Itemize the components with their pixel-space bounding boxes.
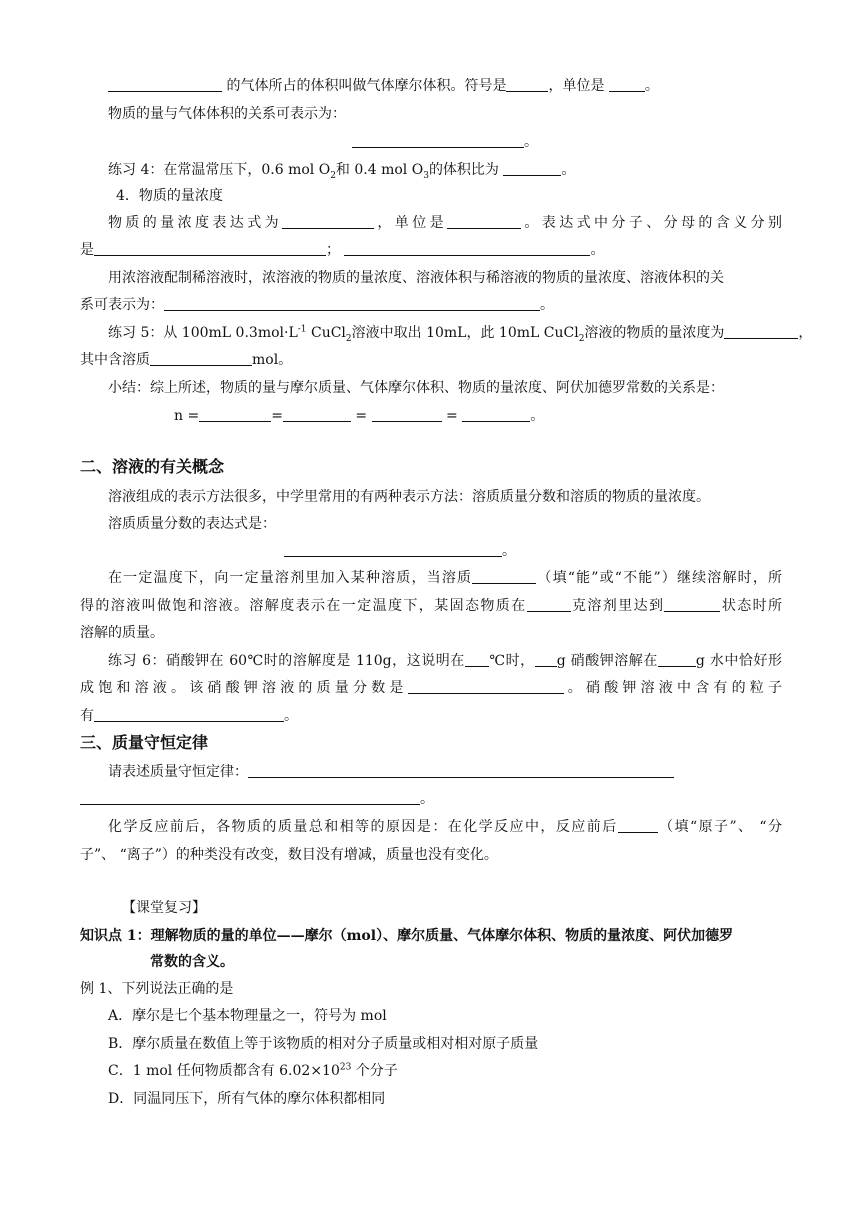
blank-mass-fraction[interactable] [408,679,564,694]
mass-fraction-formula-line: 。 [284,541,524,561]
conservation-law-line-2: 。 [80,789,782,809]
blank-solute-amount[interactable] [150,351,252,366]
blank-cucl2-concentration[interactable] [724,324,798,339]
heading-molar-concentration: 4．物质的量浓度 [116,188,223,204]
blank-n-1[interactable] [199,407,271,422]
exercise-6-line-3: 有 。 [80,708,298,724]
gas-volume-relation-line: 物质的量与气体体积的关系可表示为： [108,106,346,122]
blank-gas-volume-formula[interactable] [352,133,524,148]
blank-conservation-law-2[interactable] [80,790,420,805]
blank-concentration-expression[interactable] [282,214,374,229]
molar-volume-definition-line: 的气体所占的体积叫做气体摩尔体积。符号是 ，单位是 。 [108,76,782,96]
blank-kno3-mass[interactable] [535,652,557,667]
conservation-reason-line-2: 子”、 “离子”）的种类没有改变，数目没有增减，质量也没有变化。 [80,847,498,863]
blank-temperature[interactable] [465,652,489,667]
saturated-solution-line-1: 在一定温度下，向一定量溶剂里加入某种溶质，当溶质 （填“能”或“不能”）继续溶解时，所 [108,570,783,586]
conservation-reason-line-1: 化学反应前后，各物质的质量总和相等的原因是：在化学反应中，反应前后 （填“原子”、 “分 [108,819,782,835]
summary-line: 小结：综上所述，物质的量与摩尔质量、气体摩尔体积、物质的量浓度、阿伏加德罗常数的关系是： [108,380,724,396]
blank-condition[interactable] [108,77,222,92]
section-2-title: 二、溶液的有关概念 [80,457,225,476]
exercise-5: 练习 5：从 100mL $0.3mol\cdot L^{-1}$ CuCl$_2$溶液中取出 10mL，此 10mL CuCl$_2$溶液的物质的量浓度为 ， [108,324,813,344]
blank-symbol[interactable] [506,77,548,92]
blank-numerator-meaning[interactable] [94,241,326,256]
blank-unit[interactable] [609,77,645,92]
solution-composition-line: 溶液组成的表示方法很多，中学里常用的有两种表示方法：溶质质量分数和溶质的物质的量浓度。 [108,489,710,505]
section-3-title: 三、质量守恒定律 [80,733,209,752]
blank-water-mass[interactable] [658,652,696,667]
saturated-solution-line-3: 溶解的质量。 [80,625,164,641]
exercise-4: 练习 4：在常温常压下，0.6 mol $O_2$和 0.4 mol $O_3$的体积比为 。 [108,162,576,181]
concentration-expression-line: 物质的量浓度表达式为 ，单位是 。表达式中分子、分母的含义分别 [108,215,782,231]
blank-conservation-law-1[interactable] [248,763,674,778]
blank-particles[interactable] [94,707,284,722]
exercise-5-solute-line: 其中含溶质 mol。 [80,352,293,368]
dilution-text-line: 用浓溶液配制稀溶液时，浓溶液的物质的量浓度、溶液体积与稀溶液的物质的量浓度、溶液体积的关 [108,270,724,286]
option-b[interactable]: B．摩尔质量在数值上等于该物质的相对分子质量或相对相对原子质量 [108,1036,539,1052]
exercise-6: 练习 6：硝酸钾在 60℃时的溶解度是 110g，这说明在 ℃时， g 硝酸钾溶解在 g 水中恰好形 [108,653,782,669]
knowledge-point-1: 知识点 1：理解物质的量的单位——摩尔（mol）、摩尔质量、气体摩尔体积、物质的量浓度、阿伏加德罗 [80,928,734,944]
blank-solvent-grams[interactable] [527,597,571,612]
blank-n-3[interactable] [372,407,442,422]
review-title: 【课堂复习】 [122,900,206,916]
option-c[interactable]: C．1 mol 任何物质都含有 $6.02\times 10^{23}$ 个分子 [108,1062,398,1079]
gas-volume-formula-line: 。 [352,132,572,152]
example-1-question: 例 1、下列说法正确的是 [80,981,234,997]
blank-n-4[interactable] [462,407,530,422]
summary-formula-line: n = = = = 。 [174,408,545,424]
blank-n-2[interactable] [283,407,351,422]
blank-can-or-cannot[interactable] [472,569,536,584]
knowledge-point-1-cont: 常数的含义。 [150,954,234,970]
blank-denominator-meaning[interactable] [344,241,590,256]
blank-state[interactable] [664,597,720,612]
blank-volume-ratio[interactable] [503,161,561,176]
exercise-6-line-2: 成饱和溶液。该硝酸钾溶液的质量分数是 。硝酸钾溶液中含有的粒子 [80,680,783,696]
blank-concentration-unit[interactable] [447,214,521,229]
dilution-relation-line: 系可表示为： 。 [80,297,554,313]
blank-mass-fraction-formula[interactable] [284,542,502,557]
blank-particle-type[interactable] [618,818,658,833]
saturated-solution-line-2: 得的溶液叫做饱和溶液。溶解度表示在一定温度下，某固态物质在 克溶剂里达到 状态时所 [80,598,783,614]
numerator-denominator-line: 是 ； 。 [80,242,605,258]
option-a[interactable]: A．摩尔是七个基本物理量之一，符号为 mol [108,1008,387,1024]
blank-dilution-relation[interactable] [164,296,540,311]
mass-fraction-line: 溶质质量分数的表达式是： [108,516,276,532]
option-d[interactable]: D．同温同压下，所有气体的摩尔体积都相同 [108,1091,386,1107]
conservation-law-line: 请表述质量守恒定律： [108,762,782,782]
